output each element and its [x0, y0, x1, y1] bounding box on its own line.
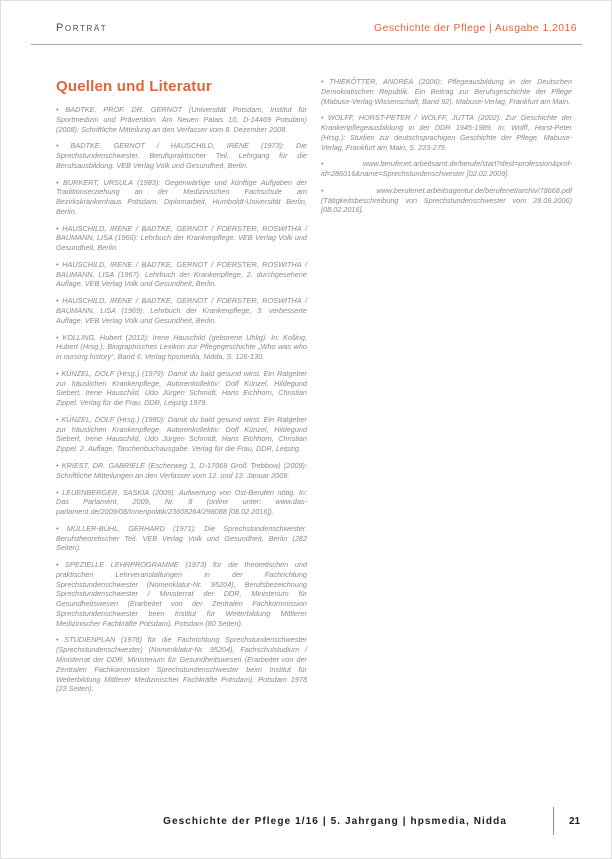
reference-entry: • BADTKE, GERNOT / HAUSCHILD, IRENE (1973): Die Sprechstundenschwester. Berufspraktischer Teil. Lehrgang für die Berufsausbildung. VEB Verlag Volk und Gesundheit, Berlin. — [56, 141, 307, 170]
reference-entry: • KÜNZEL, DOLF (Hrsg.) (1979): Damit du bald gesund wirst. Ein Ratgeber zur häuslichen Krankenpflege, Autorenkollektiv: Dolf Künzel, Hildegund Siebert, Irene Hauschild, Udo Jürgen Schmidt, Hans Eichhorn, Christian Zippel. Verlag für die Frau, DDR, Leipzig 1979. — [56, 368, 307, 408]
reference-entry: • THIEKÖTTER, ANDREA (2006): Pflegeausbildung in der Deutschen Demokratischen Republik. Ein Beitrag zur Berufsgeschichte der Pflege (Mabuse-Verlag Wissenschaft, Band 92). Mabuse-Verlag, Frankfurt am Main. — [321, 77, 572, 106]
reference-entry: • LEUENBERGER, SASKIA (2009): Aufwertung von Ost-Berufen nötig. In: Das Parlament, 2009, Nr. 8 (online unter: www.das-parlament.de/2009/08/Innenpolitik/23608264/298088 [08.02.2016]). — [56, 487, 307, 517]
reference-entry: • MÜLLER-BÜHL, GERHARD (1971): Die Sprechstundenschwester. Berufstheoretischer Teil. VEB Verlag Volk und Gesundheit, Berlin (282 Seiten). — [56, 523, 307, 553]
reference-list-left — [56, 105, 307, 694]
page-title: Quellen und Literatur — [56, 78, 212, 95]
reference-entry: • BADTKE, PROF. DR. GERNOT (Universität Potsdam, Institut für Sportmedizin und Prävention. Am Neuen Palais 10, D-14469 Potsdam) (2008): Schriftliche Mitteilung an den Verfasser vom 8. Dezember 2008. — [56, 105, 307, 134]
reference-entry: • SPEZIELLE LEHRPROGRAMME (1973) für die theoretischen und praktischen Lehrveranstaltungen in der Fachrichtung Sprechstundenschwester (Nomenklatur-Nr. 95204), Berufsbezeichnung Sprechstundenschwester / Ministerrat der DDR, Ministerium für Gesundheitswesen (Erarbeitet von der Zentralen Fachkommission Sprechstundenschwester beim Institut für Weiterbildung Mittlerer Medizinischer Fachkräfte Potsdam). Potsdam (80 Seiten). — [56, 560, 307, 628]
reference-entry: • KÜNZEL, DOLF (Hrsg.) (1980): Damit du bald gesund wirst. Ein Ratgeber zur häuslichen Krankenpflege, Autorenkollektiv: Dolf Künzel, Hildegund Siebert, Irene Hauschild, Udo Jürgen Schmidt, Hans Eichhorn, Christian Zippel. 2. Auflage, Taschenbuchausgabe. Verlag für die Frau, DDR, Leipzig. — [56, 414, 307, 454]
page-header — [56, 22, 577, 34]
reference-entry: • KRIEST, DR. GABRIELE (Escherweg 1, D-17069 Groß Trebbow) (2009): Schriftliche Mitteilungen an den Verfasser vom 12. und 13. Januar 2009. — [56, 460, 307, 480]
reference-entry: • www.berufenet.arbeitsamt.de/berufe/start?dest=profession&prof-id=286016&name=Sprechstundenschwester [02.02.2009]. — [321, 159, 572, 179]
issue-label: Geschichte der Pflege | Ausgabe 1.2016 — [374, 22, 577, 34]
reference-entry: • STUDIENPLAN (1978) für die Fachrichtung Sprechstundenschwester (Sprechstundenschwester) (Nomenklatur-Nr. 95204), Fachschulstudium / Ministerrat der DDR, Ministerium für Gesundheitswesen (Erarbeitet von der Zentralen Fachkommission Sprechstundenschwester beim Institut für Weiterbildung Mittlerer Medizinischer Fachkräfte Potsdam). Potsdam 1978 (23 Seiten). — [56, 635, 307, 694]
reference-entry: • HAUSCHILD, IRENE / BADTKE, GERNOT / FOERSTER, ROSWITHA / BAUMANN, LISA (1969): Lehrbuch der Krankenpflege, 3. verbesserte Auflage. VEB Verlag Volk und Gesundheit, Berlin. — [56, 296, 307, 325]
section-label: Porträt — [56, 22, 108, 34]
footer-page-number: 21 — [569, 815, 581, 827]
reference-entry: • BURKERT, URSULA (1983): Gegenwärtige und künftige Aufgaben der Traditionserziehung an der Medizinischen Fachschule am Bezirkskrankenhaus Potsdam. Diplomarbeit, Humboldt-Universität Berlin, Berlin. — [56, 177, 307, 216]
content-columns — [56, 77, 572, 701]
reference-list-right — [321, 77, 572, 215]
reference-entry: • www.berufenet.arbeitsagentur.de/berufenet/archiv/78668.pdf (Tätigkeitsbeschreibung von Sprechstundenschwester vom 28.09.2006) [08.02.2016]. — [321, 185, 572, 215]
header-rule — [31, 44, 582, 45]
reference-entry: • KOLLING, Hubert (2012): Irene Hauschild (geborene Uhlig). In: Kolling, Hubert (Hrsg.): Biographisches Lexikon zur Pflegegeschichte „Who was who in nursing history“, Band 6. Verlag hpsmedia, Nidda, S. 126-130. — [56, 332, 307, 362]
footer-journal-line: Geschichte der Pflege 1/16 | 5. Jahrgang | hpsmedia, Nidda — [163, 815, 507, 827]
page-footer — [1, 807, 585, 835]
reference-entry: • HAUSCHILD, IRENE / BADTKE, GERNOT / FOERSTER, ROSWITHA / BAUMANN, LISA (1967): Lehrbuch der Krankenpflege, 2. durchgesehene Auflage. VEB Verlag Volk und Gesundheit, Berlin. — [56, 259, 307, 289]
footer-divider — [553, 807, 554, 835]
reference-entry: • WOLFF, HORST-PETER / WOLFF, JUTTA (2002): Zur Geschichte der Krankenpflegeausbildung in der DDR 1945-1989. In: Wolff, Horst-Peter (Hrsg.): Studien zur deutschsprachigen Geschichte der Pflege. Mabuse-Verlag, Frankfurt am Main, S. 223-275. — [321, 113, 572, 152]
column-right — [321, 77, 572, 701]
reference-entry: • HAUSCHILD, IRENE / BADTKE, GERNOT / FOERSTER, ROSWITHA / BAUMANN, LISA (1966): Lehrbuch der Krankenpflege. VEB Verlag Volk und Gesundheit, Berlin. — [56, 223, 307, 253]
column-left — [56, 77, 307, 701]
